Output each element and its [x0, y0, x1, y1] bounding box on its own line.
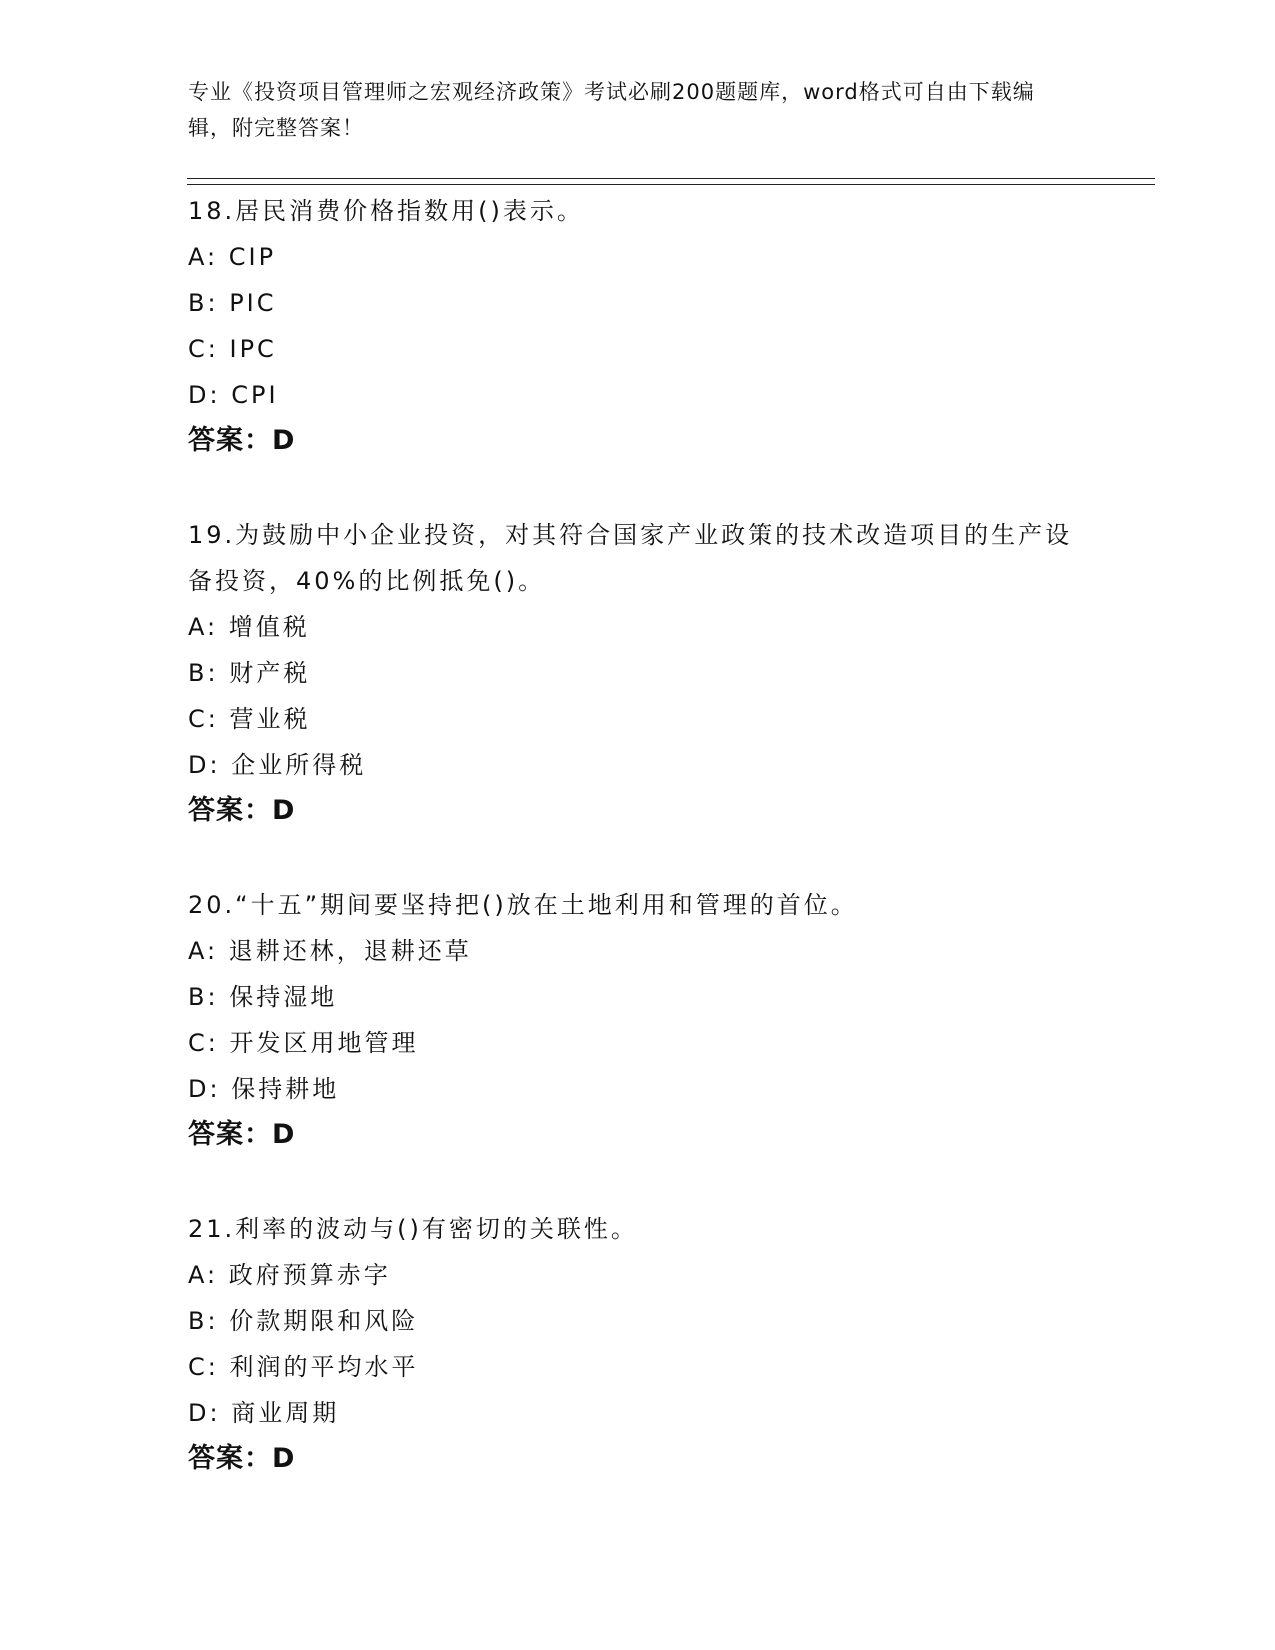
answer: 答案：D [188, 795, 296, 826]
option-letter: A: [188, 937, 219, 965]
option-letter: A: [188, 613, 219, 641]
option-text: 政府预算赤字 [228, 1261, 391, 1289]
option-letter: C: [188, 1353, 219, 1381]
option-d [188, 372, 1088, 418]
question-18 [188, 188, 1088, 464]
question-20 [188, 882, 1088, 1158]
question-text: 19.为鼓励中小企业投资，对其符合国家产业政策的技术改造项目的生产设备投资，40%的比例抵免()。 [188, 521, 1073, 595]
option-text: 营业税 [229, 705, 311, 733]
option-d [188, 1066, 1088, 1112]
question-text: 18.居民消费价格指数用()表示。 [188, 197, 584, 225]
answer: 答案：D [188, 425, 296, 456]
question-21 [188, 1206, 1088, 1482]
option-text: 企业所得税 [231, 751, 367, 779]
option-text: 增值税 [228, 613, 310, 641]
option-text: 财产税 [229, 659, 311, 687]
question-list [188, 188, 1088, 1530]
option-letter: D: [188, 751, 221, 779]
option-c [188, 1020, 1088, 1066]
option-d [188, 742, 1088, 788]
option-a [188, 1252, 1088, 1298]
answer: 答案：D [188, 1443, 296, 1474]
option-a [188, 604, 1088, 650]
option-c [188, 696, 1088, 742]
option-c [188, 1344, 1088, 1390]
option-text: 保持耕地 [231, 1075, 340, 1103]
answer: 答案：D [188, 1119, 296, 1150]
header-divider [187, 178, 1155, 179]
option-b [188, 974, 1088, 1020]
option-text: PIC [229, 289, 277, 317]
option-letter: A: [188, 1261, 219, 1289]
option-letter: C: [188, 335, 219, 363]
document-header: 专业《投资项目管理师之宏观经济政策》考试必刷200题题库，word格式可自由下载编辑，附完整答案！ [188, 80, 1035, 140]
option-letter: C: [188, 705, 219, 733]
option-letter: D: [188, 1075, 221, 1103]
option-a [188, 928, 1088, 974]
option-b [188, 650, 1088, 696]
option-letter: A: [188, 243, 219, 271]
option-letter: D: [188, 1399, 221, 1427]
option-text: 开发区用地管理 [229, 1029, 419, 1057]
option-text: 商业周期 [231, 1399, 340, 1427]
option-text: 利润的平均水平 [229, 1353, 419, 1381]
option-letter: B: [188, 659, 219, 687]
option-b [188, 280, 1088, 326]
option-text: 退耕还林，退耕还草 [228, 937, 472, 965]
option-a [188, 234, 1088, 280]
question-text: 20.“十五”期间要坚持把()放在土地利用和管理的首位。 [188, 891, 858, 919]
option-text: 价款期限和风险 [229, 1307, 419, 1335]
option-c [188, 326, 1088, 372]
option-text: CPI [231, 381, 279, 409]
option-letter: D: [188, 381, 221, 409]
option-letter: B: [188, 983, 219, 1011]
question-19 [188, 512, 1088, 834]
option-letter: C: [188, 1029, 219, 1057]
option-letter: B: [188, 1307, 219, 1335]
question-text: 21.利率的波动与()有密切的关联性。 [188, 1215, 638, 1243]
option-text: 保持湿地 [229, 983, 338, 1011]
option-letter: B: [188, 289, 219, 317]
option-d [188, 1390, 1088, 1436]
option-text: CIP [228, 243, 277, 271]
header-divider-second [187, 184, 1155, 185]
option-text: IPC [229, 335, 277, 363]
option-b [188, 1298, 1088, 1344]
